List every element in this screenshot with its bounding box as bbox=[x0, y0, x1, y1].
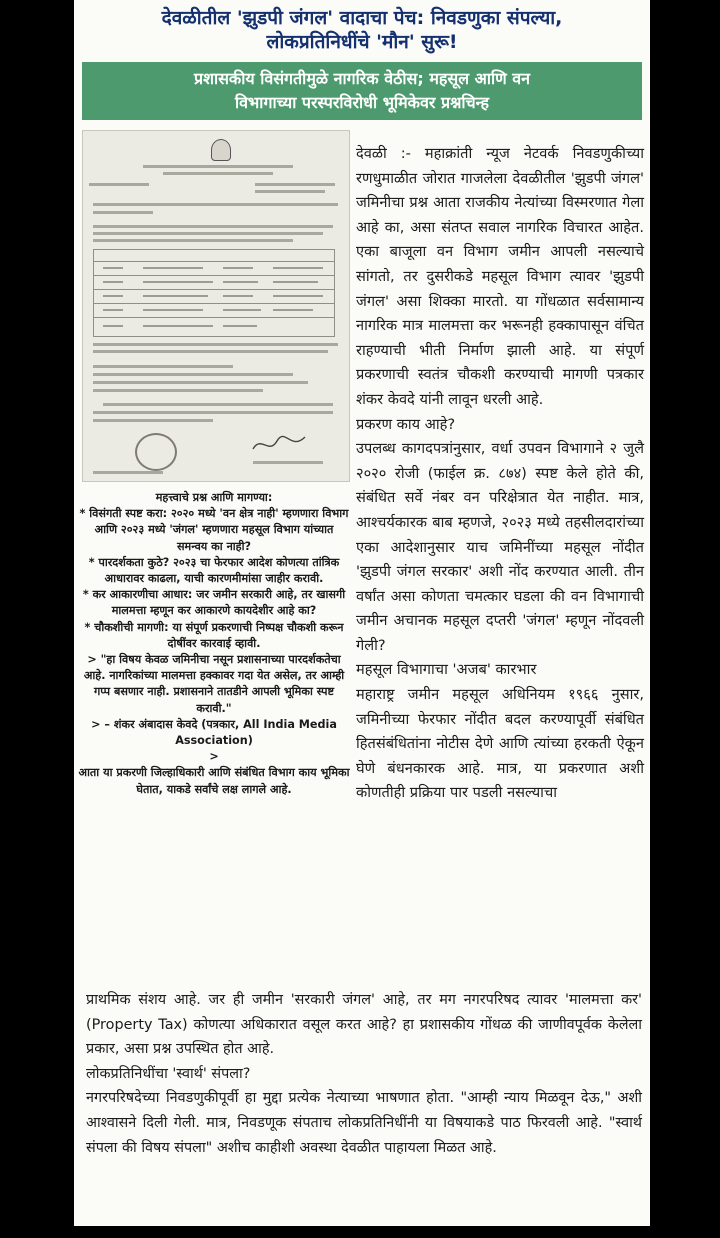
signature-icon bbox=[251, 431, 307, 457]
section-heading: लोकप्रतिनिधींचा 'स्वार्थ' संपला? bbox=[86, 1065, 251, 1082]
question-item: * विसंगती स्पष्ट करा: २०२० मध्ये 'वन क्षेत्र नाही' म्हणणारा विभाग आणि २०२३ मध्ये 'जंगल' म्हणणारा महसूल विभाग यांच्यात समन्वय का नाही? bbox=[79, 507, 349, 553]
emblem-icon bbox=[211, 139, 231, 161]
question-item: * चौकशीची मागणी: या संपूर्ण प्रकरणाची निष्पक्ष चौकशी करून दोषींवर कारवाई व्हावी. bbox=[84, 620, 344, 650]
quote-marker: > bbox=[209, 750, 219, 764]
quote-attribution: > – शंकर अंबादास केवदे (पत्रकार, All India Media Association) bbox=[91, 717, 337, 748]
section-heading: प्रकरण काय आहे? bbox=[356, 415, 456, 433]
subheadline-line-2: विभागाच्या परस्परविरोधी भूमिकेवर प्रश्नचिन्ह bbox=[235, 93, 489, 112]
headline-line-1: देवळीतील 'झुडपी जंगल' वादाचा पेच: निवडणुका संपल्या, bbox=[161, 7, 563, 29]
sidebar-heading: महत्त्वाचे प्रश्न आणि मागण्या: bbox=[155, 491, 273, 504]
article-intro: देवळी :- महाक्रांती न्यूज नेटवर्क निवडणुकीच्या रणधुमाळीत जोरात गाजलेला देवळीतील 'झुडपी जंगल' जमिनीचा प्रश्न आता राजकीय नेत्यांच्या विस्मरणात गेला आहे का, असा संतप्त सवाल नागरिक विचारत आहेत. एका बाजूला वन विभाग जमीन आपली नसल्याचे सांगतो, तर दुसरीकडे महसूल विभाग त्यावर 'झुडपी जंगल' असा शिक्का मारतो. या गोंधळात सर्वसामान्य नागरिक मात्र मालमत्ता कर भरूनही हक्कापासून वंचित राहण्याची भीती निर्माण झाली आहे. या संपूर्ण प्रकरणाची स्वतंत्र चौकशी करण्याची मागणी पत्रकार शंकर केवदे यांनी लावून धरली आहे. bbox=[356, 145, 644, 408]
headline-line-2: लोकप्रतिनिधींचे 'मौन' सुरू! bbox=[266, 31, 458, 53]
headline bbox=[74, 6, 650, 54]
subheadline-line-1: प्रशासकीय विसंगतीमुळे नागरिक वेठीस; महसूल आणि वन bbox=[193, 69, 531, 88]
article-paragraph: प्राथमिक संशय आहे. जर ही जमीन 'सरकारी जंगल' आहे, तर मग नगरपरिषद त्यावर 'मालमत्ता कर' (Property Tax) कोणत्या अधिकारात वसूल करत आहे? हा प्रशासकीय गोंधळ की जाणीवपूर्वक केलेला प्रकार, असा प्रश्न उपस्थित होत आहे. bbox=[86, 992, 642, 1058]
question-item: * कर आकारणीचा आधार: जर जमीन सरकारी आहे, तर खासगी मालमत्ता म्हणून कर आकारणे कायदेशीर आहे का? bbox=[82, 588, 346, 618]
sidebar-closing: आता या प्रकरणी जिल्हाधिकारी आणि संबंधित विभाग काय भूमिका घेतात, याकडे सर्वांचे लक्ष लागले आहे. bbox=[78, 766, 350, 796]
article-body-column bbox=[356, 142, 644, 806]
article-paragraph: उपलब्ध कागदपत्रांनुसार, वर्धा उपवन विभागाने २ जुलै २०२० रोजी (फाईल क्र. ८७४) स्पष्ट केले होते की, संबंधित सर्वे नंबर वन परिक्षेत्रात येत नाहीत. मात्र, आश्चर्यकारक बाब म्हणजे, २०२३ मध्ये तहसीलदारांच्या एका आदेशानुसार याच जमिनींच्या महसूल नोंदीत 'झुडपी जंगल सरकार' अशी नोंद करण्यात आली. तीन वर्षांत असा कोणता चमत्कार घडला की वन विभागाची जमीन अचानक महसूल दप्तरी 'जंगल' म्हणून नोंदवली गेली? bbox=[356, 440, 644, 654]
stamp-seal-icon bbox=[135, 433, 177, 471]
article-paragraph: नगरपरिषदेच्या निवडणुकीपूर्वी हा मुद्दा प्रत्येक नेत्याच्या भाषणात होता. "आम्ही न्याय मिळवून देऊ," अशी आश्वासने दिली गेली. मात्र, निवडणूक संपताच लोकप्रतिनिधींनी या विषयाकडे पाठ फिरवली आहे. "स्वार्थ संपला की विषय संपला" अशीच काहीशी अवस्था देवळीत पाहायला मिळत आहे. bbox=[86, 1090, 642, 1156]
article-paragraph: महाराष्ट्र जमीन महसूल अधिनियम १९६६ नुसार, जमिनीच्या फेरफार नोंदीत बदल करण्यापूर्वी संबंधित हितसंबंधितांना नोटीस देणे आणि त्यांच्या हरकती ऐकून घेणे बंधनकारक आहे. मात्र, या प्रकरणात अशी कोणतीही प्रक्रिया पार पडली नसल्याचा bbox=[356, 686, 644, 802]
key-questions-box bbox=[78, 490, 350, 798]
pull-quote: > "हा विषय केवळ जमिनीचा नसून प्रशासनाच्या पारदर्शकतेचा आहे. नागरिकांच्या मालमत्ता हक्कावर गदा येत असेल, तर आम्ही गप्प बसणार नाही. प्रशासनाने तातडीने आपली भूमिका स्पष्ट करावी." bbox=[83, 653, 345, 715]
section-heading: महसूल विभागाचा 'अजब' कारभार bbox=[356, 661, 537, 679]
question-item: * पारदर्शकता कुठे? २०२३ चा फेरफार आदेश कोणत्या तांत्रिक आधारावर काढला, याची कारणमीमांसा जाहीर करावी. bbox=[88, 555, 340, 586]
subheadline-banner bbox=[82, 62, 642, 120]
document-photo bbox=[82, 130, 350, 482]
newspaper-clipping bbox=[74, 0, 650, 1226]
article-body-full-width bbox=[86, 988, 642, 1160]
